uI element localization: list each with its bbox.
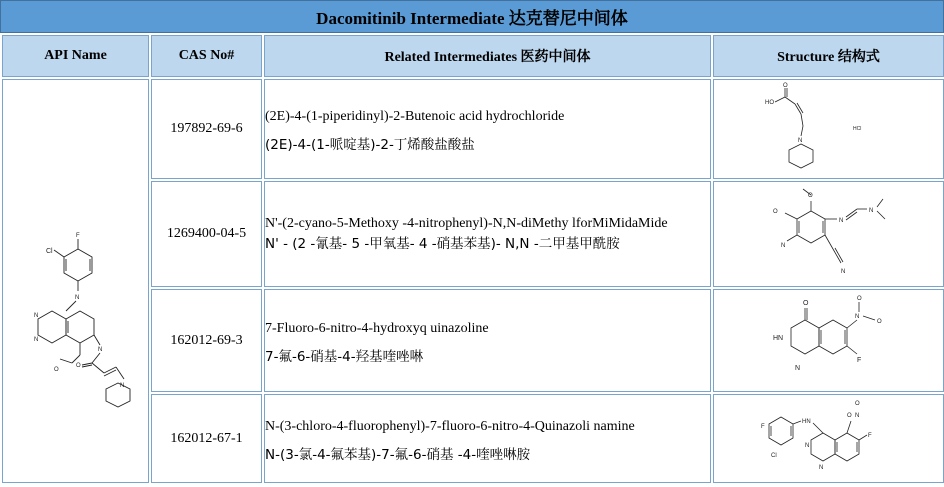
label-nitro-o2: O (876, 319, 882, 325)
label-hn: HN (801, 419, 811, 425)
header-row (2, 35, 944, 77)
label-hcl: HCl (852, 125, 861, 132)
label-keto-o: O (802, 300, 808, 307)
name-cn: N' - (2 -氰基- 5 -甲氧基- 4 -硝基苯基)- N,N -二甲基甲酰胺 (265, 236, 620, 252)
name-cn: N-(3-氯-4-氟苯基)-7-氟-6-硝基 -4-喹唑啉胺 (265, 446, 531, 463)
intermediates-table (0, 33, 944, 485)
cas-cell: 162012-69-3 (151, 289, 262, 392)
label-nitro-n: N (854, 314, 859, 320)
header-structure: Structure 结构式 (713, 35, 944, 77)
label-f: F (856, 357, 861, 364)
api-structure-image (16, 149, 136, 409)
label-cyano-n: N (840, 268, 845, 275)
label-f1: F (760, 424, 765, 430)
label-ome: O (53, 366, 59, 373)
structure-image (729, 183, 929, 281)
label-nh: N (74, 294, 79, 301)
label-n1: N (804, 443, 809, 449)
structure-cell (713, 394, 944, 483)
label-pip-n: N (119, 382, 124, 389)
label-hn: HN (772, 335, 783, 342)
label-ho: HO (764, 99, 774, 106)
label-cl: Cl (45, 247, 53, 255)
label-ring-n: N (794, 365, 800, 372)
related-cell (264, 289, 711, 392)
cas-cell: 197892-69-6 (151, 79, 262, 179)
cas-cell: 1269400-04-5 (151, 181, 262, 287)
structure-cell (713, 79, 944, 179)
name-en: N'-(2-cyano-5-Methoxy -4-nitrophenyl)-N,N-diMethy lforMiMidaMide (265, 216, 668, 231)
label-nitro-n: N (780, 242, 785, 249)
label-nitro-n: N (854, 413, 859, 419)
header-related: Related Intermediates 医药中间体 (264, 35, 711, 77)
related-cell (264, 79, 711, 179)
label-n: N (797, 137, 802, 144)
label-amide-n: N (97, 346, 102, 353)
label-nitro-o: O (772, 208, 778, 215)
structure-image (729, 82, 929, 172)
header-cas: CAS No# (151, 35, 262, 77)
structure-image (729, 290, 929, 386)
api-structure-cell (2, 79, 149, 483)
table-row (2, 79, 944, 179)
label-o: O (782, 82, 788, 89)
name-en: (2E)-4-(1-piperidinyl)-2-Butenoic acid hydrochloride (265, 109, 565, 124)
name-en: N-(3-chloro-4-fluorophenyl)-7-fluoro-6-nitro-4-Quinazoli namine (265, 418, 635, 434)
structure-cell (713, 181, 944, 287)
name-en: 7-Fluoro-6-nitro-4-hydroxyq uinazoline (265, 320, 489, 336)
label-nitro-o1: O (846, 413, 852, 419)
label-nitro-o1: O (856, 296, 862, 302)
table-title: Dacomitinib Intermediate 达克替尼中间体 (0, 0, 944, 33)
label-n3: N (33, 336, 38, 343)
label-amide-o: O (75, 362, 81, 369)
label-ome-o: O (807, 192, 813, 199)
label-cl: Cl (770, 453, 777, 459)
label-n1: N (33, 312, 38, 319)
structure-cell (713, 289, 944, 392)
cas-cell: 162012-67-1 (151, 394, 262, 483)
structure-image (729, 395, 929, 477)
label-f: F (75, 232, 80, 239)
label-imine-n: N (838, 217, 843, 224)
name-cn: 7-氟-6-硝基-4-羟基喹唑啉 (265, 348, 424, 365)
label-dimethyl-n: N (868, 207, 873, 214)
header-api-name: API Name (2, 35, 149, 77)
related-cell (264, 181, 711, 287)
label-nitro-o2: O (854, 401, 860, 407)
related-cell (264, 394, 711, 483)
label-hidden: N (15, 148, 17, 150)
name-cn: (2E)-4-(1-哌啶基)-2-丁烯酸盐酸盐 (265, 137, 475, 153)
label-n3: N (818, 465, 823, 471)
label-f2: F (867, 433, 872, 439)
